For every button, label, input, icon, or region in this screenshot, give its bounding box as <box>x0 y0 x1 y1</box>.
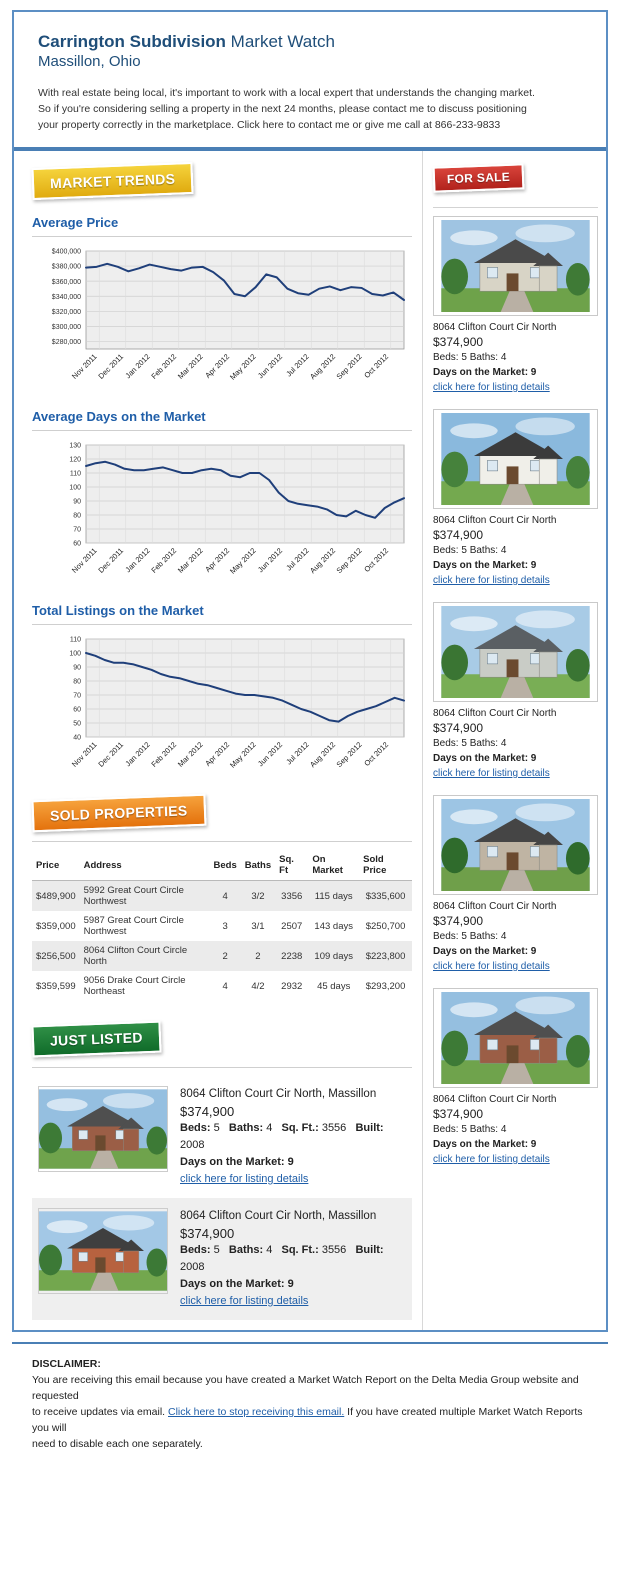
property-beds-baths: Beds: 5 Baths: 4 <box>433 931 507 942</box>
for-sale-item <box>433 409 598 588</box>
svg-text:Apr 2012: Apr 2012 <box>203 352 232 380</box>
listing-details-link[interactable]: click here for listing details <box>433 961 550 972</box>
property-address: 8064 Clifton Court Cir North <box>433 322 557 333</box>
divider <box>433 207 598 208</box>
just-listed-list <box>32 1076 412 1320</box>
property-specs: Beds: 5 Baths: 4 Sq. Ft.: 3556 Built: 2008 <box>180 1122 384 1151</box>
for-sale-item <box>433 216 598 395</box>
svg-text:Dec 2011: Dec 2011 <box>96 352 126 381</box>
chart-average-price-title: Average Price <box>32 215 119 230</box>
intro-line-2: So if you're considering selling a property in the next 24 months, please contact me to discuss positioning <box>38 103 527 115</box>
divider <box>32 236 412 237</box>
svg-text:110: 110 <box>69 470 81 478</box>
svg-text:130: 130 <box>69 442 81 450</box>
svg-text:Apr 2012: Apr 2012 <box>203 546 232 574</box>
table-row <box>32 881 412 912</box>
svg-text:Dec 2011: Dec 2011 <box>96 546 126 575</box>
column-header: Price <box>32 850 80 881</box>
listing-details-link[interactable]: click here for listing details <box>180 1295 309 1307</box>
disclaimer-line-3: need to disable each one separately. <box>32 1438 203 1450</box>
property-photo-art <box>437 606 594 701</box>
property-price: $374,900 <box>180 1226 235 1241</box>
just-listed-item <box>32 1076 412 1198</box>
svg-text:Jan 2012: Jan 2012 <box>123 740 152 769</box>
for-sale-item <box>433 988 598 1167</box>
svg-text:$380,000: $380,000 <box>51 263 81 271</box>
property-price: $374,900 <box>433 721 484 735</box>
svg-text:May 2012: May 2012 <box>228 740 258 770</box>
svg-text:Sep 2012: Sep 2012 <box>334 740 364 770</box>
chart-average-price-canvas <box>32 245 412 395</box>
svg-text:110: 110 <box>69 636 81 644</box>
svg-text:Nov 2011: Nov 2011 <box>69 352 99 381</box>
svg-text:80: 80 <box>73 678 81 686</box>
table-cell: $293,200 <box>365 980 406 992</box>
svg-text:Sep 2012: Sep 2012 <box>334 352 364 382</box>
market-trends-ribbon-label: MARKET TRENDS <box>31 162 193 200</box>
for-sale-item <box>433 602 598 781</box>
property-photo[interactable] <box>433 795 598 895</box>
svg-text:Sep 2012: Sep 2012 <box>334 546 364 576</box>
svg-text:90: 90 <box>73 498 81 506</box>
property-beds-baths: Beds: 5 Baths: 4 <box>433 1124 507 1135</box>
divider <box>32 430 412 431</box>
column-header: On Market <box>308 850 359 881</box>
svg-text:Dec 2011: Dec 2011 <box>96 740 126 769</box>
chart-total-listings-svg <box>32 633 412 783</box>
for-sale-list <box>433 216 598 1167</box>
disclaimer-line-2-a: to receive updates via email. <box>32 1406 168 1418</box>
title-subdivision: Carrington Subdivision <box>38 32 226 51</box>
chart-total-listings-title: Total Listings on the Market <box>32 603 204 618</box>
for-sale-details <box>433 513 598 588</box>
disclaimer-line-2 <box>32 1404 588 1436</box>
table-cell: $223,800 <box>359 941 412 971</box>
property-photo-art <box>437 799 594 894</box>
table-cell: 4 <box>210 881 241 912</box>
property-address: 8064 Clifton Court Cir North <box>433 1094 557 1105</box>
svg-text:$400,000: $400,000 <box>51 248 81 256</box>
svg-text:Feb 2012: Feb 2012 <box>149 546 179 575</box>
svg-text:Feb 2012: Feb 2012 <box>149 352 179 381</box>
svg-text:Jun 2012: Jun 2012 <box>255 546 285 575</box>
disclaimer-line-2-b: If you have created multiple Market Watch Reports you will <box>32 1406 583 1434</box>
report-frame <box>12 10 608 1332</box>
intro-line-3: your property correctly in the marketplace. Click here to contact me or give me call at 866-233-9833 <box>38 119 501 131</box>
property-photo[interactable] <box>433 602 598 702</box>
chart-average-dom-svg <box>32 439 412 589</box>
for-sale-column <box>423 151 608 1330</box>
table-cell: 3 <box>222 920 228 932</box>
property-address: 8064 Clifton Court Cir North <box>433 708 557 719</box>
chart-total-listings <box>32 603 412 783</box>
column-header: Beds <box>210 850 241 881</box>
property-address: 8064 Clifton Court Cir North <box>433 901 557 912</box>
property-price: $374,900 <box>180 1104 235 1119</box>
property-days-on-market: Days on the Market: 9 <box>433 946 537 957</box>
listing-details-link[interactable]: click here for listing details <box>180 1173 309 1185</box>
property-days-on-market: Days on the Market: 9 <box>433 1139 537 1150</box>
property-price: $374,900 <box>433 1107 484 1121</box>
table-cell: 4 <box>222 980 228 992</box>
property-days-on-market: Days on the Market: 9 <box>180 1156 294 1168</box>
left-column <box>14 151 423 1330</box>
svg-text:$300,000: $300,000 <box>51 323 81 331</box>
table-cell: 3/2 <box>241 881 275 912</box>
property-address: 8064 Clifton Court Cir North, Massillon <box>180 1088 377 1100</box>
table-cell: 9056 Drake Court Circle Northeast <box>83 975 186 997</box>
chart-average-dom-canvas <box>32 439 412 589</box>
divider <box>32 841 412 842</box>
svg-text:70: 70 <box>73 692 81 700</box>
svg-text:$360,000: $360,000 <box>51 278 81 286</box>
svg-text:Oct 2012: Oct 2012 <box>362 352 391 380</box>
property-price: $374,900 <box>433 335 484 349</box>
sold-properties-table <box>32 850 412 1001</box>
column-header: Sold Price <box>359 850 412 881</box>
svg-text:Aug 2012: Aug 2012 <box>308 740 338 770</box>
table-cell: 143 days <box>314 920 353 932</box>
for-sale-banner <box>433 165 598 199</box>
svg-text:70: 70 <box>73 526 81 534</box>
just-listed-ribbon-label: JUST LISTED <box>31 1021 161 1058</box>
table-row <box>32 911 412 941</box>
svg-text:Oct 2012: Oct 2012 <box>362 740 391 768</box>
table-cell: 115 days <box>308 881 359 912</box>
svg-text:Aug 2012: Aug 2012 <box>308 352 338 382</box>
listing-details-link[interactable]: click here for listing details <box>433 768 550 779</box>
property-photo[interactable] <box>38 1086 168 1172</box>
property-days-on-market: Days on the Market: 9 <box>433 367 537 378</box>
svg-text:90: 90 <box>73 664 81 672</box>
listing-details-link[interactable]: click here for listing details <box>433 1154 550 1165</box>
property-price: $374,900 <box>433 914 484 928</box>
property-days-on-market: Days on the Market: 9 <box>433 560 537 571</box>
svg-text:Oct 2012: Oct 2012 <box>362 546 391 574</box>
svg-text:60: 60 <box>73 540 81 548</box>
svg-text:Jun 2012: Jun 2012 <box>255 740 285 769</box>
svg-text:60: 60 <box>73 706 81 714</box>
property-photo[interactable] <box>433 409 598 509</box>
property-price: $374,900 <box>433 528 484 542</box>
chart-average-dom-title: Average Days on the Market <box>32 409 206 424</box>
table-cell: $359,599 <box>36 980 76 992</box>
table-cell: 3/1 <box>251 920 265 932</box>
svg-text:Jul 2012: Jul 2012 <box>284 740 311 767</box>
table-cell: $250,700 <box>365 920 406 932</box>
table-cell: 2932 <box>281 980 303 992</box>
svg-text:Nov 2011: Nov 2011 <box>69 740 99 769</box>
listing-details-link[interactable]: click here for listing details <box>433 575 550 586</box>
table-cell: 45 days <box>317 980 351 992</box>
svg-text:$340,000: $340,000 <box>51 293 81 301</box>
svg-text:80: 80 <box>73 512 81 520</box>
sold-properties-banner <box>32 797 412 837</box>
property-beds-baths: Beds: 5 Baths: 4 <box>433 738 507 749</box>
svg-text:Mar 2012: Mar 2012 <box>175 740 205 769</box>
property-photo-art <box>39 1087 167 1174</box>
table-cell: 3356 <box>275 881 308 912</box>
table-cell: 109 days <box>308 941 359 971</box>
disclaimer-heading: DISCLAIMER: <box>32 1358 101 1370</box>
unsubscribe-link[interactable]: Click here to stop receiving this email. <box>168 1406 345 1418</box>
svg-text:$280,000: $280,000 <box>51 339 81 347</box>
table-cell: 2507 <box>281 920 303 932</box>
just-listed-item <box>32 1198 412 1320</box>
page-title <box>38 32 582 52</box>
page-subtitle: Massillon, Ohio <box>38 53 141 70</box>
just-listed-details <box>180 1086 406 1188</box>
svg-text:Mar 2012: Mar 2012 <box>175 352 205 381</box>
svg-text:May 2012: May 2012 <box>228 546 258 576</box>
column-header: Baths <box>241 850 275 881</box>
table-cell: 2 <box>241 941 275 971</box>
table-cell: 4/2 <box>251 980 265 992</box>
table-cell: $489,900 <box>32 881 80 912</box>
just-listed-banner <box>32 1023 412 1063</box>
sold-properties-ribbon-label: SOLD PROPERTIES <box>31 794 206 833</box>
listing-details-link[interactable]: click here for listing details <box>433 382 550 393</box>
market-trends-banner <box>32 165 412 205</box>
report-header <box>14 12 606 151</box>
chart-average-price <box>32 215 412 395</box>
table-cell: 5992 Great Court Circle Northwest <box>80 881 210 912</box>
divider <box>32 1067 412 1068</box>
property-beds-baths: Beds: 5 Baths: 4 <box>433 545 507 556</box>
table-header-row <box>32 850 412 881</box>
svg-text:$320,000: $320,000 <box>51 308 81 316</box>
for-sale-item <box>433 795 598 974</box>
svg-text:Apr 2012: Apr 2012 <box>203 740 232 768</box>
table-cell: $359,000 <box>36 920 76 932</box>
table-cell: $335,600 <box>359 881 412 912</box>
property-photo[interactable] <box>433 216 598 316</box>
property-photo-art <box>39 1209 167 1296</box>
svg-text:120: 120 <box>69 456 81 464</box>
intro-text <box>38 85 582 133</box>
chart-average-price-svg <box>32 245 412 395</box>
property-specs: Beds: 5 Baths: 4 Sq. Ft.: 3556 Built: 2008 <box>180 1244 384 1273</box>
column-header: Address <box>80 850 210 881</box>
svg-text:Jul 2012: Jul 2012 <box>284 546 311 573</box>
svg-text:May 2012: May 2012 <box>228 352 258 382</box>
table-cell: 8064 Clifton Court Circle North <box>80 941 210 971</box>
svg-text:50: 50 <box>73 720 81 728</box>
property-beds-baths: Beds: 5 Baths: 4 <box>433 352 507 363</box>
svg-text:Nov 2011: Nov 2011 <box>69 546 99 575</box>
svg-text:Jan 2012: Jan 2012 <box>123 546 152 575</box>
for-sale-details <box>433 320 598 395</box>
chart-average-dom <box>32 409 412 589</box>
for-sale-ribbon-label: FOR SALE <box>433 163 525 192</box>
table-row <box>32 941 412 971</box>
svg-text:Jan 2012: Jan 2012 <box>123 352 152 381</box>
property-address: 8064 Clifton Court Cir North <box>433 515 557 526</box>
intro-line-1: With real estate being local, it's important to work with a local expert that understands the changing market. <box>38 87 535 99</box>
column-header: Sq. Ft <box>275 850 308 881</box>
property-days-on-market: Days on the Market: 9 <box>180 1278 294 1290</box>
disclaimer-footer <box>12 1342 608 1472</box>
just-listed-details <box>180 1208 406 1310</box>
svg-text:Jul 2012: Jul 2012 <box>284 352 311 379</box>
report-body <box>14 151 606 1330</box>
property-photo-art <box>437 413 594 508</box>
table-row <box>32 971 412 1001</box>
property-photo-art <box>437 220 594 315</box>
for-sale-details <box>433 899 598 974</box>
svg-text:Feb 2012: Feb 2012 <box>149 740 179 769</box>
property-photo[interactable] <box>433 988 598 1088</box>
table-cell: $256,500 <box>32 941 80 971</box>
property-photo[interactable] <box>38 1208 168 1294</box>
table-cell: 5987 Great Court Circle Northwest <box>83 915 184 937</box>
property-days-on-market: Days on the Market: 9 <box>433 753 537 764</box>
for-sale-details <box>433 706 598 781</box>
svg-text:100: 100 <box>69 650 81 658</box>
property-photo-art <box>437 992 594 1087</box>
divider <box>32 624 412 625</box>
for-sale-details <box>433 1092 598 1167</box>
disclaimer-line-1: You are receiving this email because you have created a Market Watch Report on the Delta Media Group website and requested <box>32 1374 579 1402</box>
svg-text:40: 40 <box>73 734 81 742</box>
chart-total-listings-canvas <box>32 633 412 783</box>
property-address: 8064 Clifton Court Cir North, Massillon <box>180 1210 377 1222</box>
table-cell: 2 <box>210 941 241 971</box>
svg-text:100: 100 <box>69 484 81 492</box>
svg-text:Mar 2012: Mar 2012 <box>175 546 205 575</box>
table-cell: 2238 <box>275 941 308 971</box>
svg-text:Jun 2012: Jun 2012 <box>255 352 285 381</box>
svg-text:Aug 2012: Aug 2012 <box>308 546 338 576</box>
title-suffix: Market Watch <box>225 32 335 51</box>
